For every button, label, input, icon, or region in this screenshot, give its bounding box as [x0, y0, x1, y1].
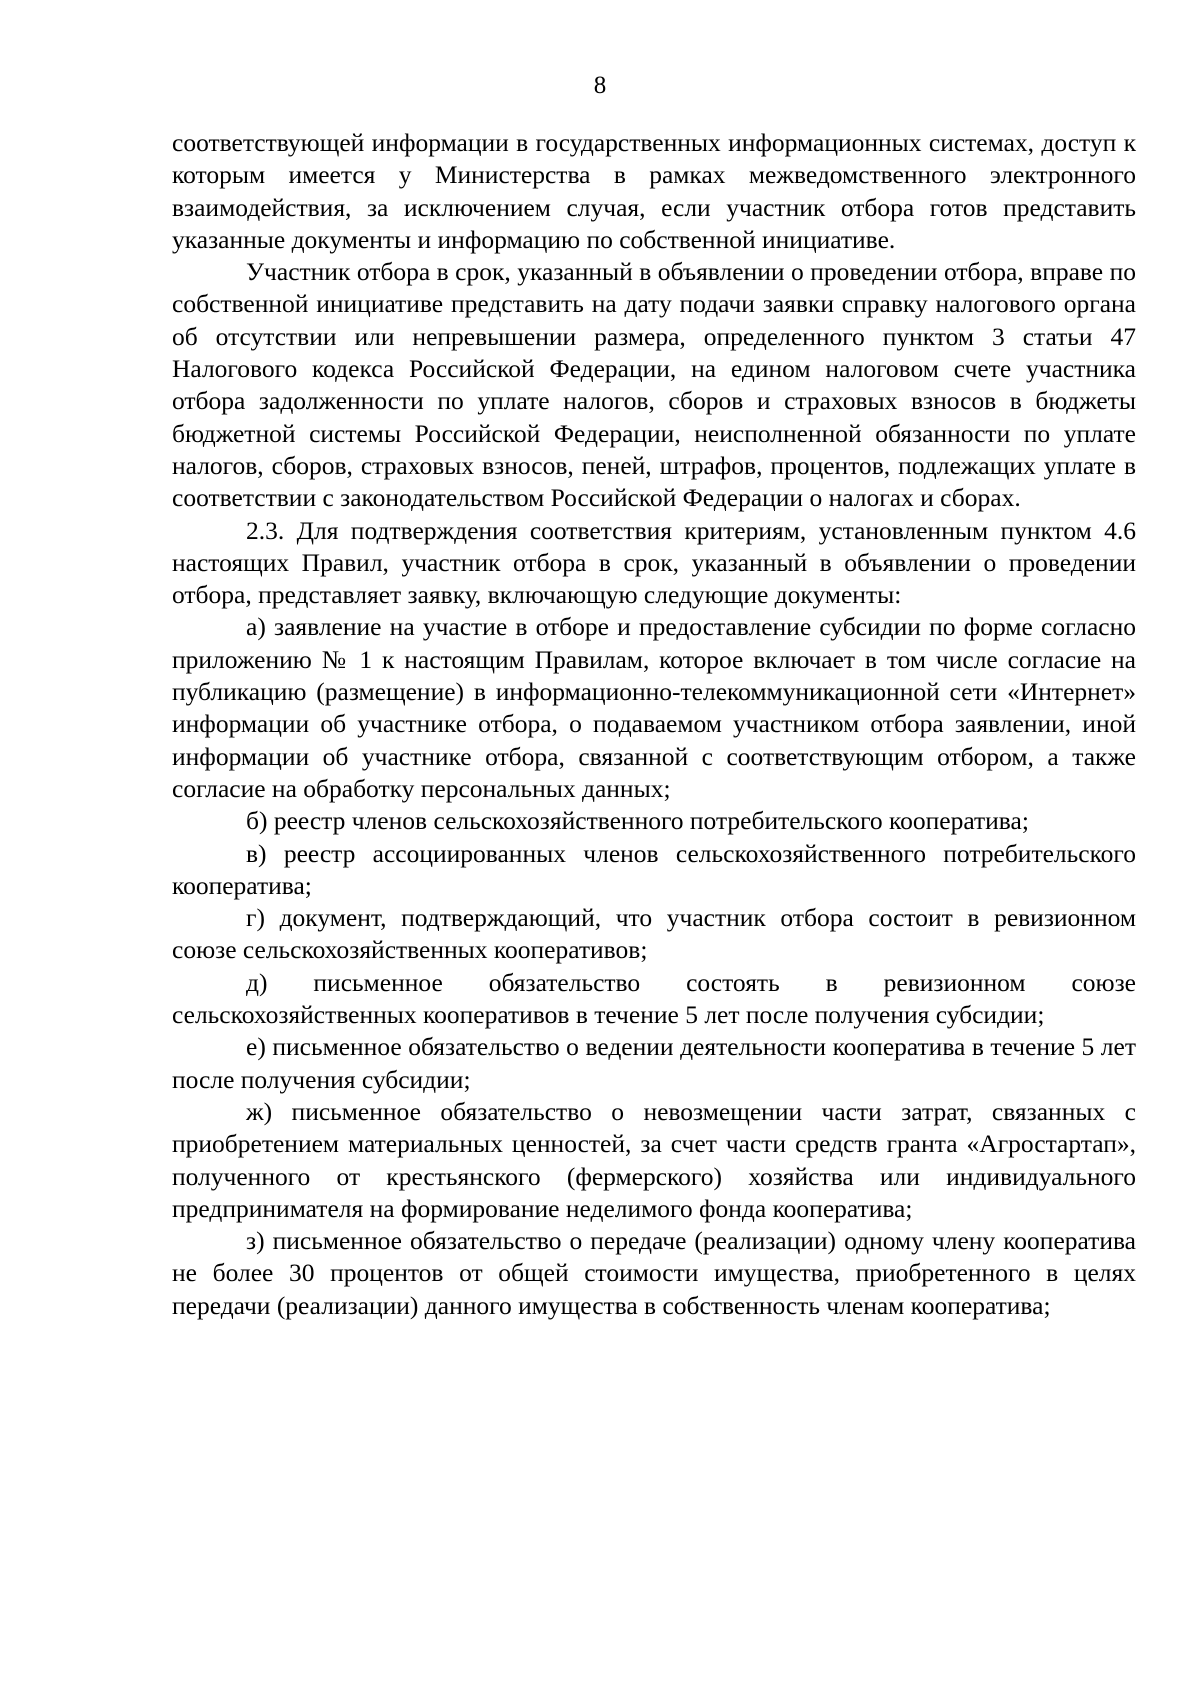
list-item-b: б) реестр членов сельскохозяйственного потребительского кооператива; [246, 806, 1029, 836]
list-item-z: з) письменное обязательство о передаче (реализации) одному члену кооператива не более 30 процентов от общей стоимости имущества, приобретенного в целях передачи (реализации) данного имущества в собственность членам кооператива; [172, 1226, 1136, 1320]
list-item-a: а) заявление на участие в отборе и предоставление субсидии по форме согласно приложению № 1 к настоящим Правилам, которое включает в том числе согласие на публикацию (размещение) в информационно-телекоммуникационной сети «Интернет» информации об участнике отбора, о подаваемом участником отбора заявлении, иной информации об участнике отбора, связанной с соответствующим отбором, а также согласие на обработку персональных данных; [172, 612, 1136, 803]
list-item-e: е) письменное обязательство о ведении деятельности кооператива в течение 5 лет после получения субсидии; [172, 1032, 1136, 1094]
paragraph-continuation: соответствующей информации в государственных информационных системах, доступ к которым имеется у Министерства в рамках межведомственного электронного взаимодействия, за исключением случая, если участник отбора готов представить указанные документы и информацию по собственной инициативе. [172, 128, 1136, 254]
list-item-zh: ж) письменное обязательство о невозмещении части затрат, связанных с приобретением материальных ценностей, за счет части средств гранта «Агростартап», полученного от крестьянского (фермерского) хозяйства или индивидуального предпринимателя на формирование неделимого фонда кооператива; [172, 1096, 1136, 1223]
document-body [172, 127, 1136, 1322]
list-item-d: д) письменное обязательство состоять в ревизионном союзе сельскохозяйственных кооперативов в течение 5 лет после получения субсидии; [172, 967, 1136, 1030]
list-item-v: в) реестр ассоциированных членов сельскохозяйственного потребительского кооператива; [172, 838, 1136, 900]
paragraph-2-3: 2.3. Для подтверждения соответствия критериям, установленным пунктом 4.6 настоящих Правил, участник отбора в срок, указанный в объявлении о проведении отбора, представляет заявку, включающую следующие документы: [172, 515, 1136, 610]
page-number: 8 [593, 72, 607, 99]
paragraph-tax-certificate: Участник отбора в срок, указанный в объявлении о проведении отбора, вправе по собственной инициативе представить на дату подачи заявки справку налогового органа об отсутствии или непревышении размера, определенного пунктом 3 статьи 47 Налогового кодекса Российской Федерации, на едином налоговом счете участника отбора задолженности по уплате налогов, сборов и страховых взносов в бюджеты бюджетной системы Российской Федерации, неисполненной обязанности по уплате налогов, сборов, страховых взносов, пеней, штрафов, процентов, подлежащих уплате в соответствии с законодательством Российской Федерации о налогах и сборах. [172, 257, 1136, 513]
list-item-g: г) документ, подтверждающий, что участник отбора состоит в ревизионном союзе сельскохозяйственных кооперативов; [172, 903, 1136, 965]
